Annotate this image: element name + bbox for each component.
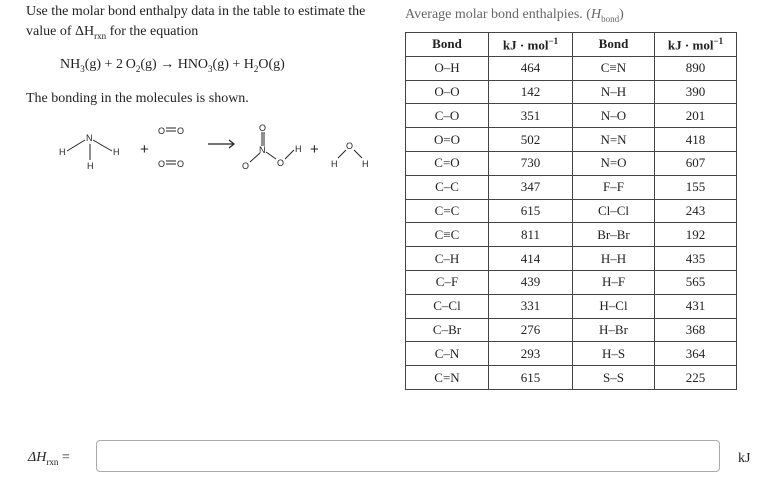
enthalpy-cell: 439 bbox=[489, 270, 573, 294]
bond-cell: Cl–Cl bbox=[573, 199, 655, 223]
bond-cell: N–O bbox=[573, 104, 655, 128]
oxygen-molecule-2 bbox=[158, 159, 184, 169]
nh3-h-bottom: H bbox=[87, 161, 94, 171]
enthalpy-cell: 890 bbox=[655, 56, 737, 80]
table-row bbox=[406, 80, 737, 104]
bond-cell: N=O bbox=[573, 151, 655, 175]
question-line-1: Use the molar bond enthalpy data in the table to estimate the bbox=[26, 4, 366, 19]
enthalpy-cell: 464 bbox=[489, 56, 573, 80]
hno3-o-right: O bbox=[277, 158, 285, 168]
nh3-h-left: H bbox=[59, 147, 66, 157]
h2o-o: O bbox=[346, 141, 354, 151]
table-row bbox=[406, 199, 737, 223]
ammonia-structure bbox=[67, 140, 112, 160]
nh3-h-right: H bbox=[113, 147, 120, 157]
enthalpy-cell: 243 bbox=[655, 199, 737, 223]
table-row bbox=[406, 366, 737, 390]
bond-cell: O–O bbox=[406, 80, 489, 104]
question-text bbox=[26, 2, 386, 46]
bond-cell: C–F bbox=[406, 270, 489, 294]
enthalpy-cell: 615 bbox=[489, 366, 573, 390]
table-row bbox=[406, 104, 737, 128]
bond-cell: C–O bbox=[406, 104, 489, 128]
header-kj-mol: kJ · mol$^{-1}$ bbox=[655, 33, 737, 57]
enthalpy-cell: 730 bbox=[489, 151, 573, 175]
plus-sign-1: + bbox=[140, 141, 149, 158]
reaction-arrow: → bbox=[160, 57, 175, 72]
enthalpy-cell: 811 bbox=[489, 223, 573, 247]
enthalpy-cell: 142 bbox=[489, 80, 573, 104]
question-line-2: value of $\Delta H_{rxn}$ for the equation bbox=[26, 24, 199, 41]
bond-cell: N=N bbox=[573, 128, 655, 152]
bond-cell: C–H bbox=[406, 247, 489, 271]
bond-cell: N–H bbox=[573, 80, 655, 104]
enthalpy-cell: 293 bbox=[489, 342, 573, 366]
table-row bbox=[406, 175, 737, 199]
table-row bbox=[406, 318, 737, 342]
enthalpy-cell: 502 bbox=[489, 128, 573, 152]
plus-sign-2: + bbox=[310, 141, 319, 158]
right-arrow-icon bbox=[208, 140, 234, 148]
enthalpy-cell: 607 bbox=[655, 151, 737, 175]
hno3-n: N bbox=[259, 145, 266, 155]
svg-text:O: O bbox=[158, 126, 166, 136]
bond-cell: H–S bbox=[573, 342, 655, 366]
enthalpy-cell: 276 bbox=[489, 318, 573, 342]
bond-cell: S–S bbox=[573, 366, 655, 390]
svg-text:O: O bbox=[177, 126, 185, 136]
table-row bbox=[406, 342, 737, 366]
bond-cell: C–C bbox=[406, 175, 489, 199]
answer-label: $\Delta H_{rxn}$ = bbox=[28, 450, 70, 467]
enthalpy-cell: 615 bbox=[489, 199, 573, 223]
enthalpy-cell: 414 bbox=[489, 247, 573, 271]
answer-input[interactable] bbox=[96, 440, 720, 472]
bond-cell: H–F bbox=[573, 270, 655, 294]
molecule-structures bbox=[56, 122, 376, 182]
chemical-equation: $NH_3(g) + 2$ $O_2(g) \to HNO_3(g) + H_2O(g)$ bbox=[60, 57, 285, 74]
table-caption: Average molar bond enthalpies. $(H_{bond})$ bbox=[405, 7, 624, 24]
enthalpy-cell: 435 bbox=[655, 247, 737, 271]
table-row bbox=[406, 223, 737, 247]
table-row bbox=[406, 247, 737, 271]
enthalpy-cell: 192 bbox=[655, 223, 737, 247]
enthalpy-cell: 368 bbox=[655, 318, 737, 342]
bond-cell: C–Cl bbox=[406, 294, 489, 318]
enthalpy-cell: 418 bbox=[655, 128, 737, 152]
enthalpy-cell: 390 bbox=[655, 80, 737, 104]
bond-cell: H–Br bbox=[573, 318, 655, 342]
enthalpy-cell: 347 bbox=[489, 175, 573, 199]
table-row bbox=[406, 56, 737, 80]
water-structure bbox=[338, 150, 362, 158]
hno3-o-left: O bbox=[242, 161, 250, 171]
bond-cell: H–Cl bbox=[573, 294, 655, 318]
table-row bbox=[406, 294, 737, 318]
enthalpy-cell: 364 bbox=[655, 342, 737, 366]
table-row bbox=[406, 270, 737, 294]
h2o-h-left: H bbox=[331, 159, 338, 169]
answer-unit: kJ bbox=[738, 451, 751, 466]
bond-cell: O–H bbox=[406, 56, 489, 80]
h2o-h-right: H bbox=[362, 159, 369, 169]
bond-cell: F–F bbox=[573, 175, 655, 199]
enthalpy-cell: 351 bbox=[489, 104, 573, 128]
bond-cell: C≡C bbox=[406, 223, 489, 247]
bond-enthalpy-table bbox=[405, 32, 737, 390]
enthalpy-cell: 431 bbox=[655, 294, 737, 318]
bond-cell: C–Br bbox=[406, 318, 489, 342]
header-kj-mol: kJ · mol$^{-1}$ bbox=[489, 33, 573, 57]
bond-cell: C≡N bbox=[573, 56, 655, 80]
bond-cell: Br–Br bbox=[573, 223, 655, 247]
nh3-n: N bbox=[86, 133, 93, 143]
enthalpy-cell: 225 bbox=[655, 366, 737, 390]
enthalpy-cell: 155 bbox=[655, 175, 737, 199]
bond-cell: H–H bbox=[573, 247, 655, 271]
bonding-description: The bonding in the molecules is shown. bbox=[26, 91, 249, 106]
oxygen-molecule-1 bbox=[158, 126, 184, 136]
bond-cell: C=O bbox=[406, 151, 489, 175]
table-header-row bbox=[406, 33, 737, 57]
bond-cell: C=C bbox=[406, 199, 489, 223]
bond-cell: C–N bbox=[406, 342, 489, 366]
enthalpy-cell: 331 bbox=[489, 294, 573, 318]
bond-cell: O=O bbox=[406, 128, 489, 152]
enthalpy-cell: 565 bbox=[655, 270, 737, 294]
table-row bbox=[406, 128, 737, 152]
nitric-acid-structure bbox=[250, 132, 294, 162]
hno3-o-top: O bbox=[259, 123, 267, 133]
bond-cell: C=N bbox=[406, 366, 489, 390]
header-bond: Bond bbox=[406, 33, 489, 57]
header-bond: Bond bbox=[573, 33, 655, 57]
svg-text:O: O bbox=[158, 159, 166, 169]
svg-text:O: O bbox=[177, 159, 185, 169]
hno3-h: H bbox=[295, 144, 302, 154]
table-row bbox=[406, 151, 737, 175]
enthalpy-cell: 201 bbox=[655, 104, 737, 128]
